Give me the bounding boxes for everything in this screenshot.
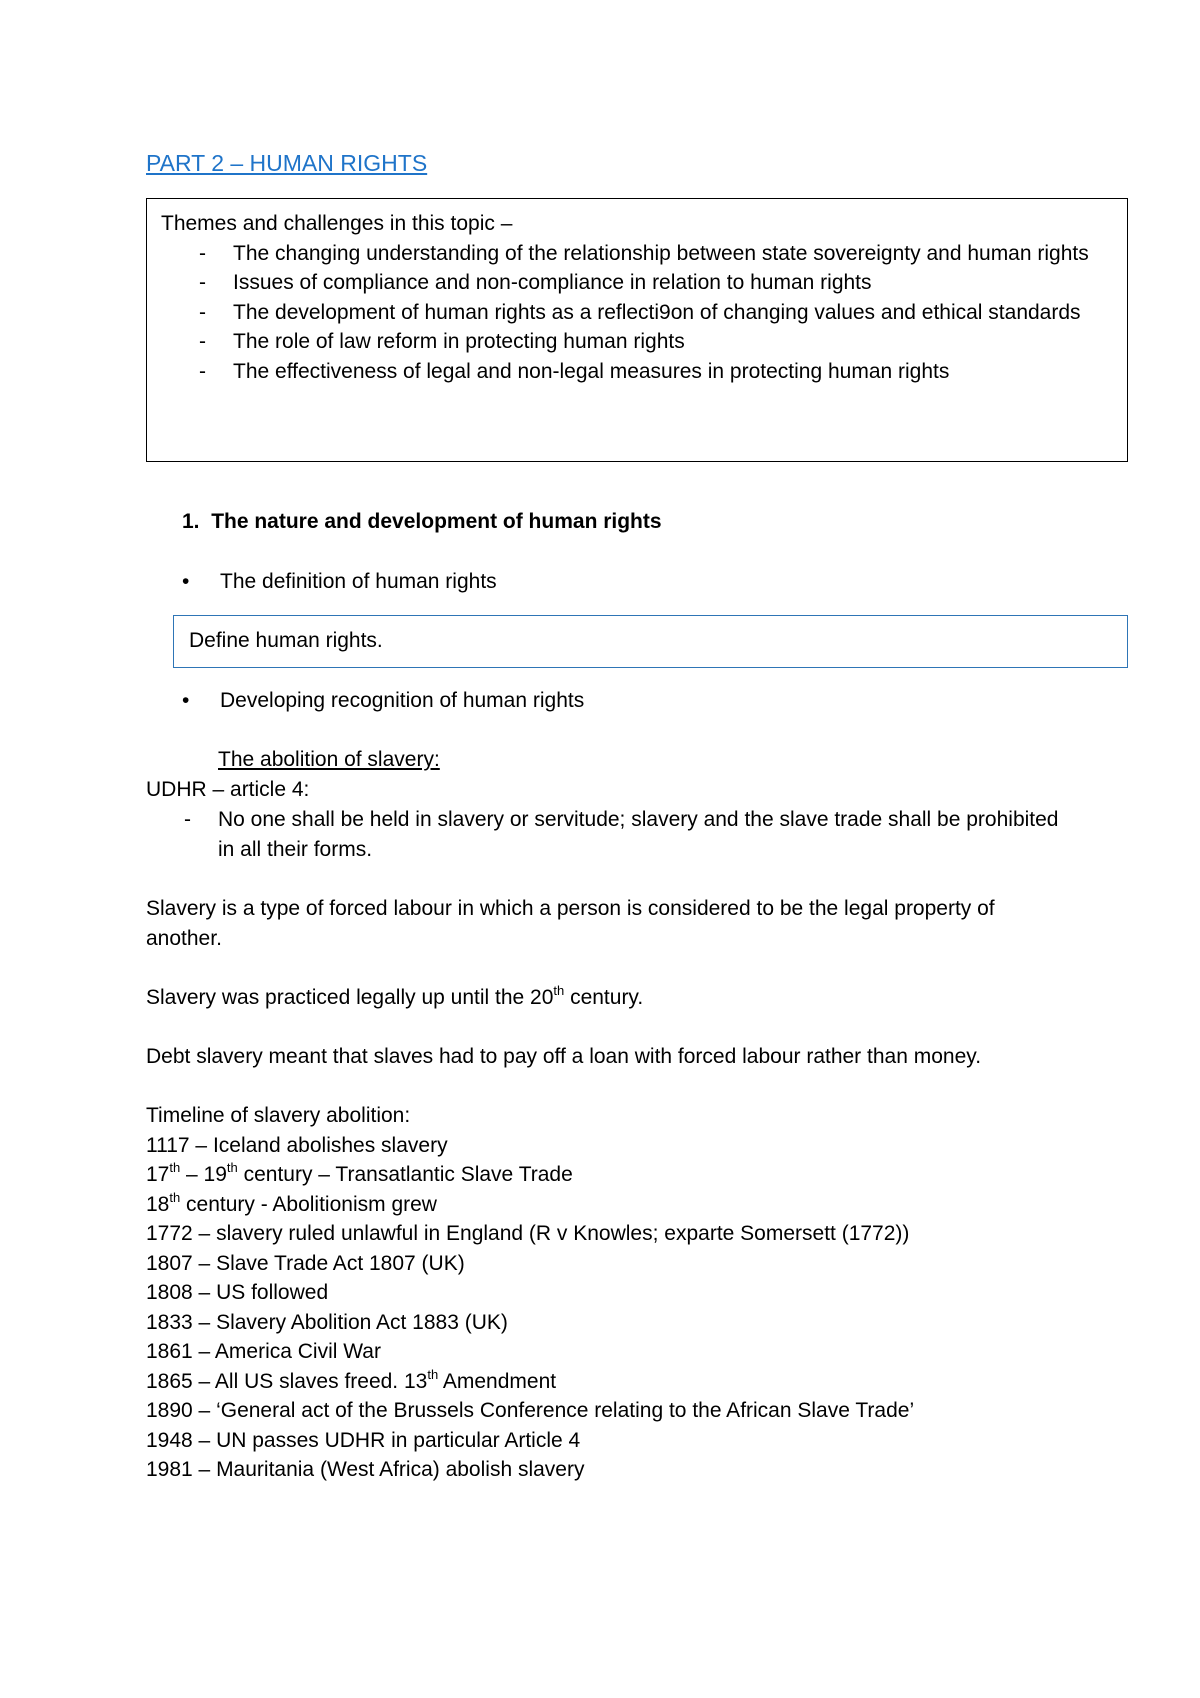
abolition-heading: The abolition of slavery:	[218, 748, 440, 771]
superscript: th	[226, 1160, 238, 1175]
slavery-definition: Slavery is a type of forced labour in which a person is considered to be the legal property of another.	[146, 897, 995, 950]
define-prompt: Define human rights.	[189, 629, 383, 652]
timeline-item	[146, 1160, 914, 1190]
dash-marker: -	[199, 241, 206, 265]
superscript: th	[169, 1189, 181, 1205]
slavery-legal-paragraph	[146, 983, 1076, 1013]
timeline-text: century – Transatlantic Slave Trade	[237, 1163, 573, 1186]
timeline-text: Amendment	[438, 1369, 557, 1393]
udhr-quote-list	[182, 805, 1062, 864]
define-box	[173, 615, 1128, 668]
bullet-text: Developing recognition of human rights	[220, 689, 585, 712]
timeline-item	[146, 1367, 914, 1397]
dash-marker: -	[199, 271, 206, 294]
list-item	[161, 298, 1111, 328]
timeline-item: 1117 – Iceland abolishes slavery	[146, 1133, 448, 1157]
timeline-item: 1981 – Mauritania (West Africa) abolish slavery	[146, 1458, 585, 1481]
timeline-item: 1808 – US followed	[146, 1281, 329, 1304]
superscript: th	[553, 983, 565, 998]
timeline-item: 1861 – America Civil War	[146, 1340, 381, 1363]
superscript: th	[427, 1366, 439, 1382]
themes-intro: Themes and challenges in this topic –	[161, 212, 513, 235]
theme-text: The role of law reform in protecting human rights	[233, 330, 685, 353]
timeline-item: 1833 – Slavery Abolition Act 1883 (UK)	[146, 1310, 508, 1334]
timeline-text: century - Abolitionism grew	[180, 1192, 437, 1216]
timeline-item	[146, 1190, 914, 1220]
dash-marker: -	[184, 808, 191, 831]
timeline-text: 1865 – All US slaves freed. 13	[146, 1369, 428, 1393]
list-item	[182, 805, 1062, 864]
list-item	[161, 239, 1111, 269]
timeline-text: 17	[146, 1163, 170, 1186]
timeline-list	[146, 1101, 914, 1485]
section-heading-text: The nature and development of human rights	[211, 510, 662, 533]
dash-marker: -	[199, 300, 206, 324]
theme-text: The changing understanding of the relationship between state sovereignty and human rights	[233, 241, 1089, 265]
section-heading	[182, 507, 662, 537]
udhr-label: UDHR – article 4:	[146, 778, 310, 801]
theme-text: The development of human rights as a reflecti9on of changing values and ethical standards	[233, 300, 1081, 324]
superscript: th	[169, 1160, 181, 1175]
theme-text: Issues of compliance and non-compliance in relation to human rights	[233, 271, 872, 294]
timeline-text: 18	[146, 1192, 170, 1216]
timeline-item: 1948 – UN passes UDHR in particular Article 4	[146, 1428, 581, 1452]
timeline-text: – 19	[180, 1163, 227, 1186]
themes-box	[146, 198, 1128, 462]
legal-text: century.	[564, 986, 644, 1009]
bullet-recognition	[182, 686, 584, 716]
timeline-item: 1890 – ‘General act of the Brussels Conference relating to the African Slave Trade’	[146, 1399, 915, 1422]
list-item	[161, 357, 1111, 387]
page-title: PART 2 – HUMAN RIGHTS	[146, 150, 428, 176]
bullet-definition	[182, 567, 497, 597]
dash-marker: -	[199, 330, 206, 353]
legal-text: Slavery was practiced legally up until the 20	[146, 986, 554, 1009]
debt-slavery-paragraph: Debt slavery meant that slaves had to pay off a loan with forced labour rather than money.	[146, 1045, 982, 1068]
dash-marker: -	[199, 359, 206, 383]
themes-list	[161, 239, 1111, 387]
section-number: 1.	[182, 510, 200, 533]
udhr-quote: No one shall be held in slavery or servitude; slavery and the slave trade shall be prohibited in all their forms.	[218, 808, 1059, 861]
timeline-item: 1807 – Slave Trade Act 1807 (UK)	[146, 1251, 465, 1275]
list-item	[161, 327, 1111, 357]
timeline-item: 1772 – slavery ruled unlawful in England (R v Knowles; exparte Somersett (1772))	[146, 1222, 910, 1245]
theme-text: The effectiveness of legal and non-legal measures in protecting human rights	[233, 359, 950, 383]
bullet-icon: •	[182, 570, 190, 593]
timeline-heading: Timeline of slavery abolition:	[146, 1104, 411, 1127]
bullet-text: The definition of human rights	[220, 570, 497, 593]
bullet-icon: •	[182, 689, 190, 712]
list-item	[161, 268, 1111, 298]
